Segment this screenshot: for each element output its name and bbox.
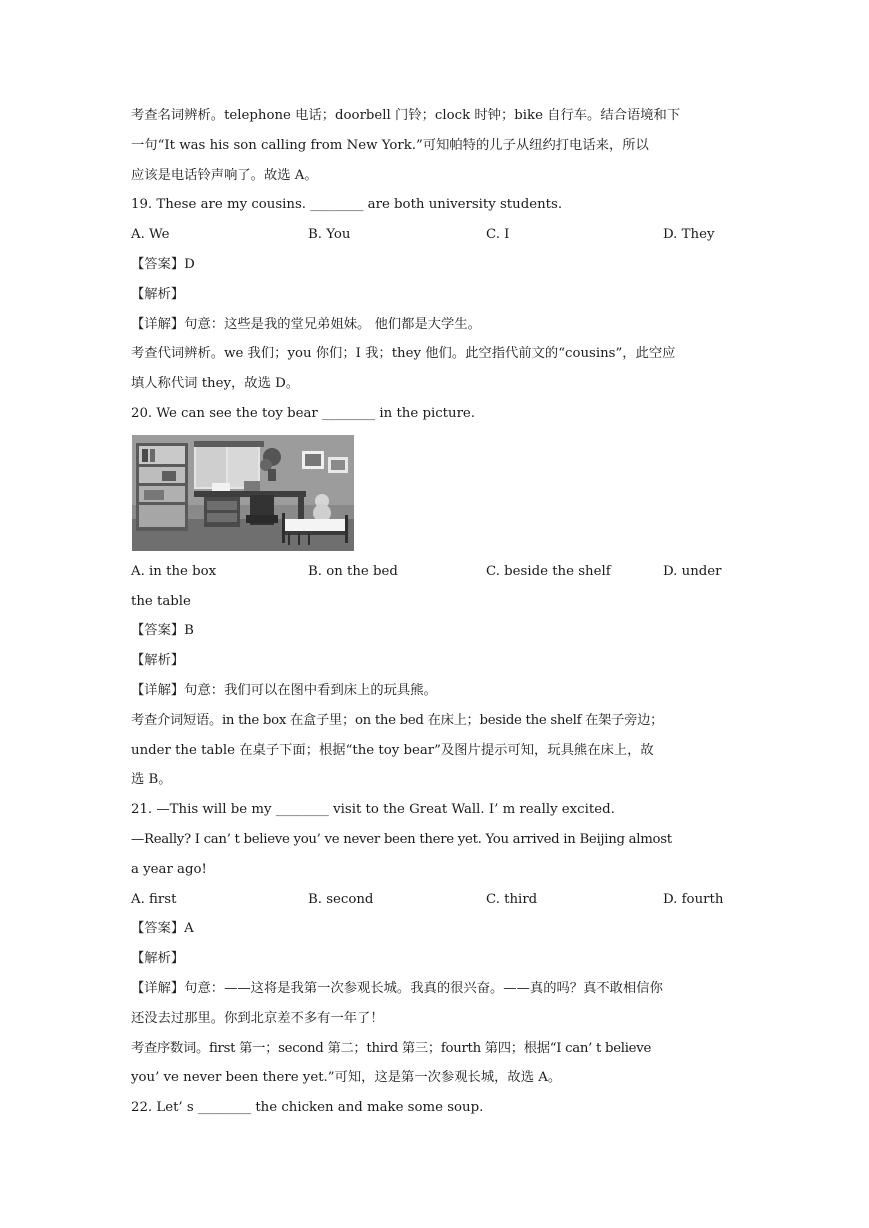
option-d: D. fourth (663, 891, 724, 907)
question-stem: —Really? I can’ t believe you’ ve never been there yet. You arrived in Beijing almost (131, 831, 672, 847)
detail-line: 【详解】句意：这些是我的堂兄弟姐妹。 他们都是大学生。 (131, 316, 481, 332)
option-b: B. on the bed (308, 563, 398, 579)
detail-line: 考查代词辨析。we 我们；you 你们；I 我；they 他们。此空指代前文的“cousins”，此空应 (131, 346, 676, 362)
option-d: D. under (663, 563, 722, 579)
option-c: C. beside the shelf (486, 563, 611, 579)
options-row (131, 220, 741, 250)
detail-line: under the table 在桌子下面；根据“the toy bear”及图片提示可知，玩具熊在床上，故 (131, 742, 654, 758)
option-c: C. I (486, 227, 510, 243)
question-20 (131, 399, 741, 795)
question-stem: a year ago! (131, 861, 207, 877)
option-b: B. You (308, 227, 351, 243)
answer-label: 【答案】A (131, 921, 194, 937)
text-line: 应该是电话铃声响了。故选 A。 (131, 167, 318, 183)
text-line: 一句“It was his son calling from New York.”可知帕特的儿子从纽约打电话来，所以 (131, 137, 649, 153)
question-19 (131, 190, 741, 399)
question-stem: 21. —This will be my ________ visit to the Great Wall. I’ m really excited. (131, 802, 615, 818)
detail-line: 选 B。 (131, 772, 172, 788)
option-a: A. first (131, 891, 177, 907)
option-b: B. second (308, 891, 374, 907)
options-row (131, 885, 741, 915)
analysis-label: 【解析】 (131, 951, 185, 967)
answer-label: 【答案】B (131, 623, 194, 639)
analysis-label: 【解析】 (131, 286, 185, 302)
question-21 (131, 795, 741, 1093)
question-stem: 19. These are my cousins. ________ are both university students. (131, 197, 563, 213)
detail-line: you’ ve never been there yet.”可知，这是第一次参观长城，故选 A。 (131, 1070, 562, 1086)
option-c: C. third (486, 891, 538, 907)
answer-label: 【答案】D (131, 256, 195, 272)
detail-line: 填人称代词 they，故选 D。 (131, 376, 300, 392)
question-stem: 20. We can see the toy bear ________ in the picture. (131, 405, 476, 421)
options-row (131, 557, 741, 587)
option-d-continued: the table (131, 593, 191, 609)
detail-line: 还没去过那里。你到北京差不多有一年了！ (131, 1010, 384, 1026)
document-page (131, 101, 741, 1123)
question-22 (131, 1093, 741, 1123)
question-stem: 22. Let’ s ________ the chicken and make some soup. (131, 1100, 484, 1116)
room-picture (131, 429, 741, 557)
text-line: 考查名词辨析。telephone 电话；doorbell 门铃；clock 时钟；bike 自行车。结合语境和下 (131, 108, 681, 123)
detail-line: 【详解】句意：我们可以在图中看到床上的玩具熊。 (131, 682, 437, 698)
option-a: A. We (131, 227, 170, 243)
analysis-label: 【解析】 (131, 653, 185, 669)
bedroom-illustration (132, 435, 354, 551)
detail-line: 【详解】句意：——这将是我第一次参观长城。我真的很兴奋。——真的吗？真不敢相信你 (131, 980, 663, 996)
option-d: D. They (663, 227, 715, 243)
option-a: A. in the box (131, 563, 217, 579)
detail-line: 考查序数词。first 第一；second 第二；third 第三；fourth 第四；根据“I can’ t believe (131, 1040, 652, 1056)
detail-line: 考查介词短语。in the box 在盒子里；on the bed 在床上；beside the shelf 在架子旁边； (131, 712, 664, 728)
prev-explanation (131, 101, 741, 190)
